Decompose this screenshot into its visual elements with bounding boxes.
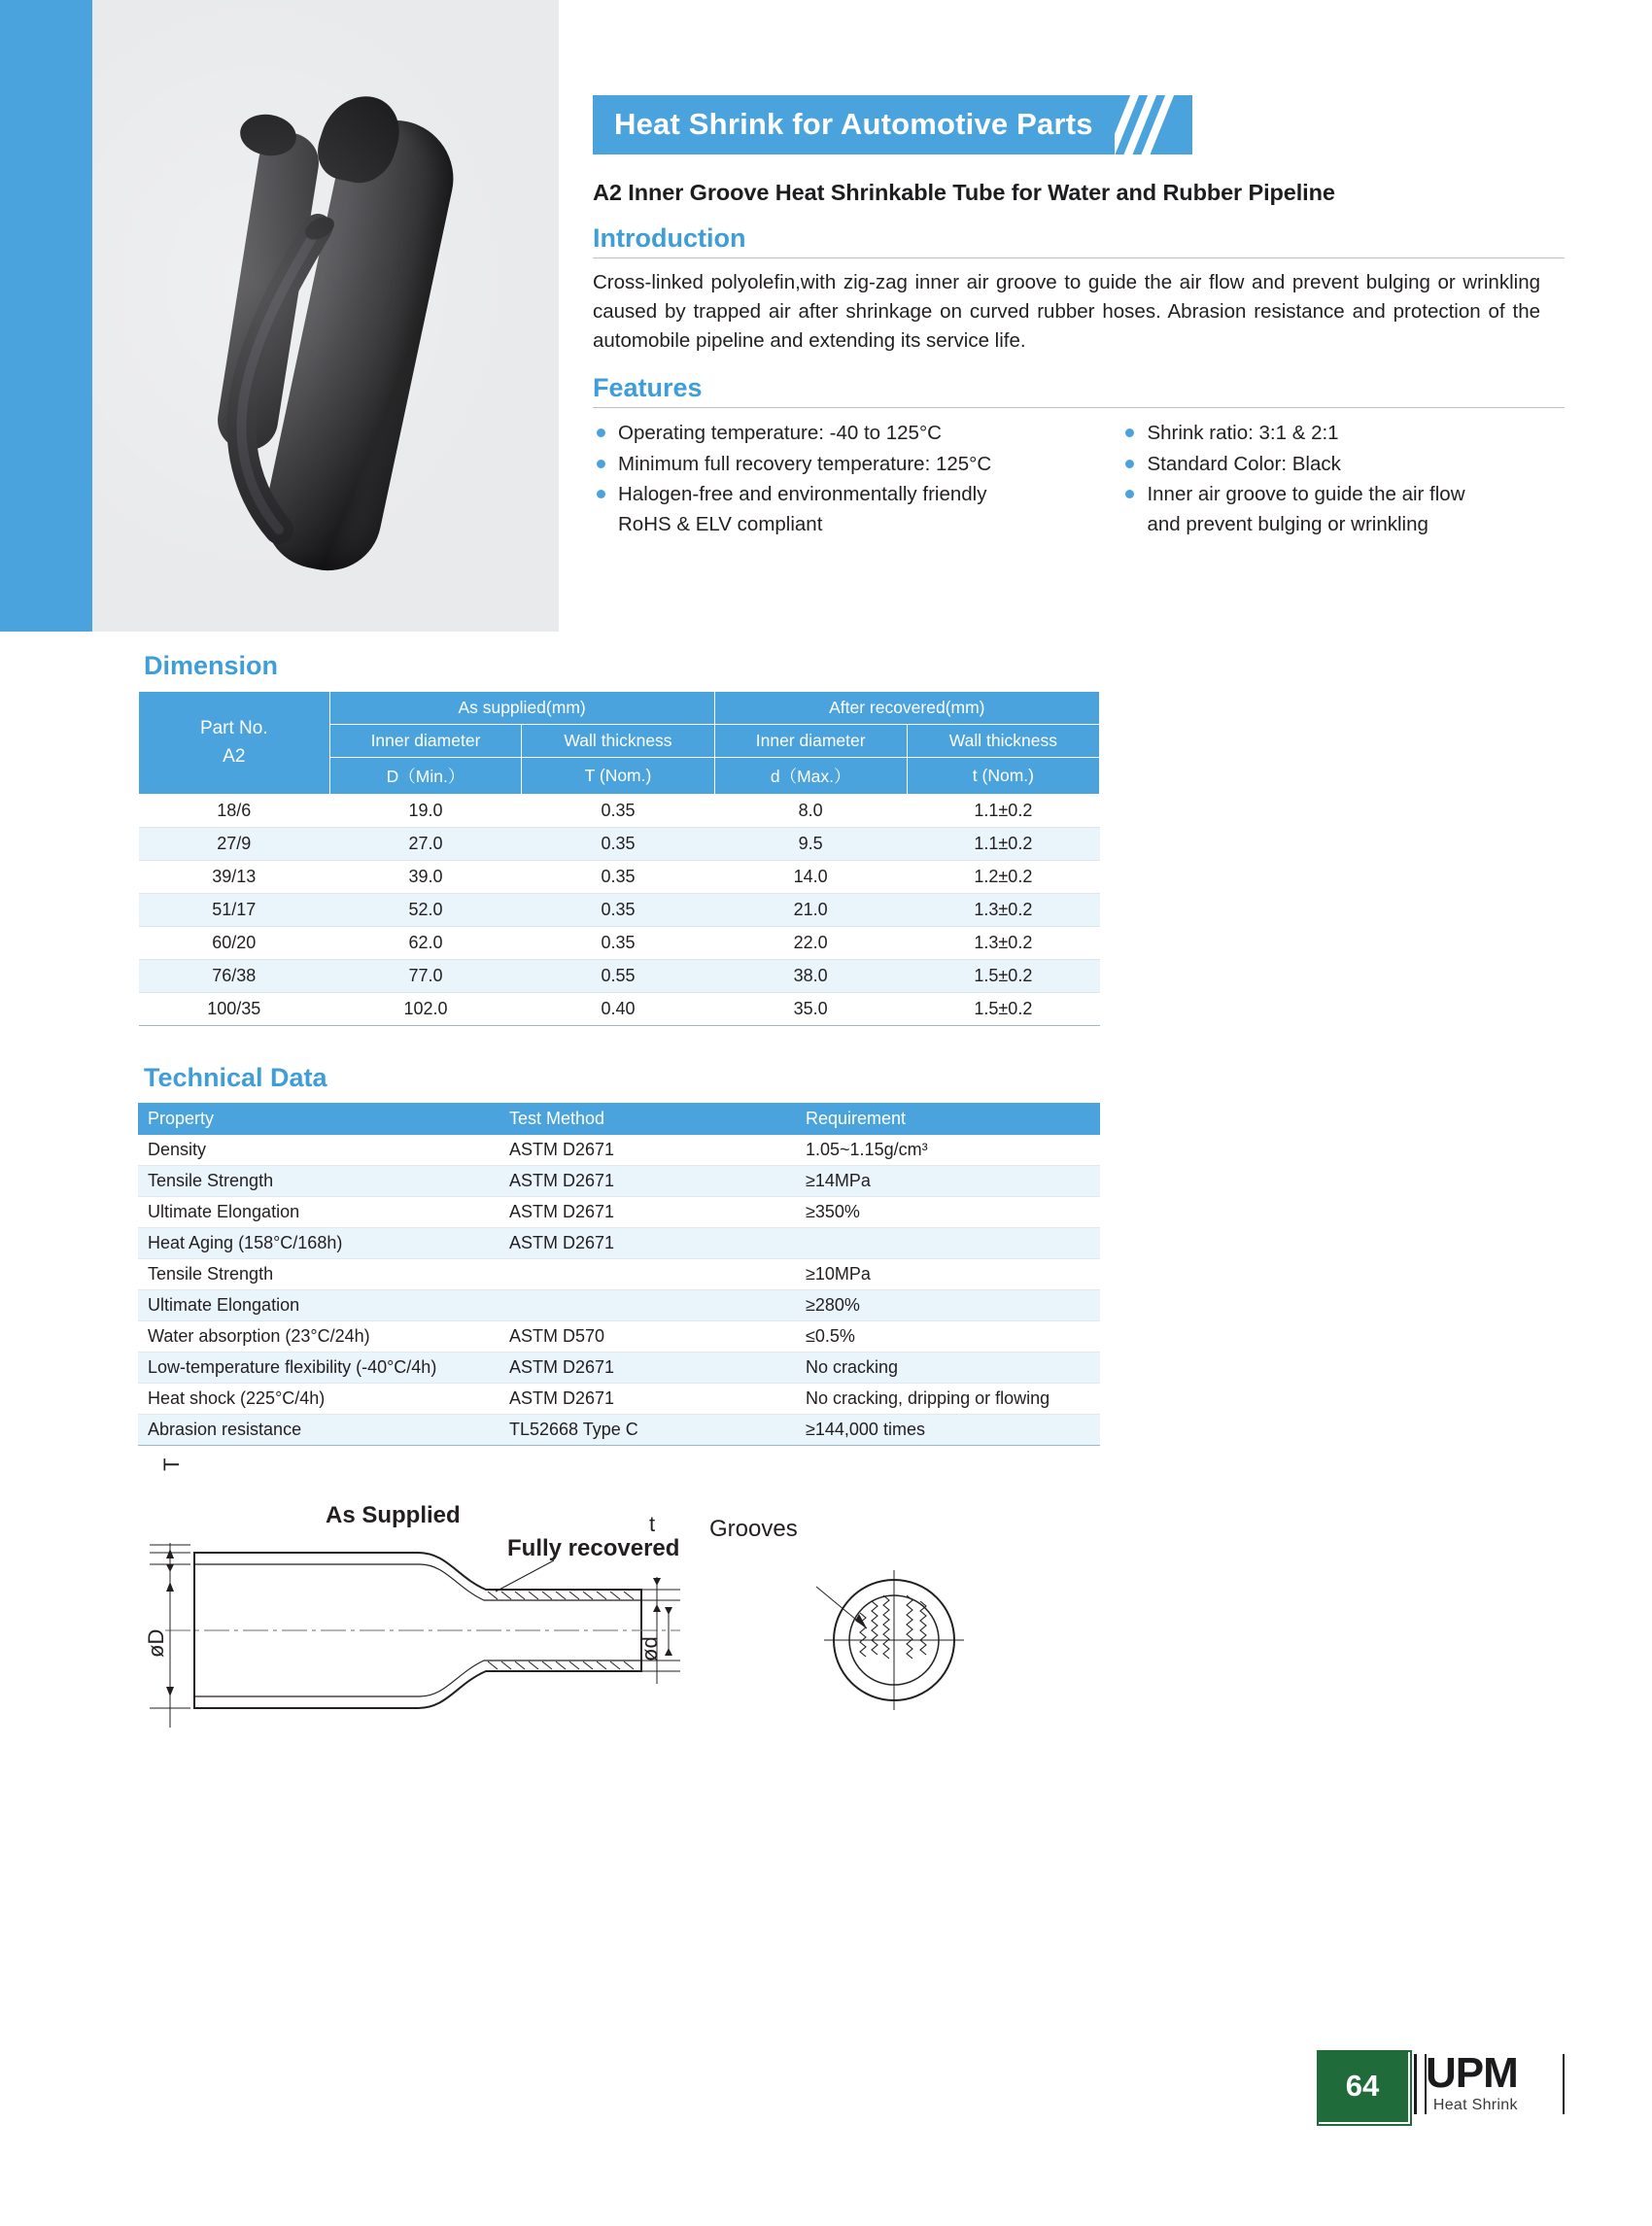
cell-property: Water absorption (23°C/24h) [138, 1321, 499, 1353]
cell-requirement: ≤0.5% [796, 1321, 1100, 1353]
bullet-icon [597, 460, 605, 468]
cell-d-min: 62.0 [329, 927, 522, 960]
page-footer [1317, 2050, 1569, 2128]
document-body [0, 651, 1652, 1776]
cell-property: Heat shock (225°C/4h) [138, 1384, 499, 1415]
cell-part-no: 60/20 [139, 927, 330, 960]
cell-property: Ultimate Elongation [138, 1290, 499, 1321]
feature-item [593, 418, 1118, 448]
dimension-diagram [136, 1457, 1108, 1776]
cell-test-method: ASTM D2671 [499, 1228, 796, 1259]
features-column-left [593, 418, 1118, 539]
cell-t-nom: 0.35 [522, 861, 714, 894]
feature-item [593, 449, 1118, 479]
cell-test-method: ASTM D2671 [499, 1135, 796, 1166]
cell-test-method: TL52668 Type C [499, 1415, 796, 1446]
dimension-header-after-recovered: After recovered(mm) [714, 692, 1099, 725]
dimension-header-dmin: D（Min.） [329, 758, 522, 795]
cell-d-min: 27.0 [329, 828, 522, 861]
cell-requirement: ≥280% [796, 1290, 1100, 1321]
table-row [138, 1384, 1100, 1415]
cell-property: Abrasion resistance [138, 1415, 499, 1446]
cell-t-nom2: 1.1±0.2 [907, 828, 1099, 861]
table-row [139, 894, 1100, 927]
dimension-header-tnom: T (Nom.) [522, 758, 714, 795]
table-row [138, 1321, 1100, 1353]
cell-property: Tensile Strength [138, 1259, 499, 1290]
feature-label: Halogen-free and environmentally friendly [618, 482, 987, 505]
cell-test-method: ASTM D2671 [499, 1166, 796, 1197]
table-row [138, 1415, 1100, 1446]
table-row [139, 927, 1100, 960]
cell-t-nom: 0.35 [522, 927, 714, 960]
cell-t-nom2: 1.3±0.2 [907, 894, 1099, 927]
technical-header-test-method: Test Method [499, 1103, 796, 1135]
dimension-diagram-svg [136, 1485, 1108, 1776]
features-column-right [1121, 418, 1559, 539]
hero-banner [0, 0, 1652, 632]
dimension-header-as-supplied: As supplied(mm) [329, 692, 714, 725]
dimension-header-dmax: d（Max.） [714, 758, 907, 795]
cell-d-min: 102.0 [329, 993, 522, 1026]
technical-header-property: Property [138, 1103, 499, 1135]
table-row [138, 1259, 1100, 1290]
page-number: 64 [1317, 2050, 1408, 2122]
cell-d-min: 19.0 [329, 795, 522, 828]
product-subtitle-text: Inner Groove Heat Shrinkable Tube for Water and Rubber Pipeline [628, 180, 1335, 205]
cell-d-max: 35.0 [714, 993, 907, 1026]
features-heading: Features [593, 373, 703, 403]
bullet-icon [1125, 428, 1134, 437]
introduction-rule [593, 257, 1565, 258]
cell-d-max: 8.0 [714, 795, 907, 828]
features-rule [593, 407, 1565, 408]
cell-d-max: 9.5 [714, 828, 907, 861]
cell-t-nom: 0.55 [522, 960, 714, 993]
hero-text-block [593, 0, 1613, 539]
bullet-icon [1125, 490, 1134, 498]
cell-requirement: ≥350% [796, 1197, 1100, 1228]
cell-t-nom: 0.35 [522, 894, 714, 927]
bullet-icon [597, 490, 605, 498]
page-title: Heat Shrink for Automotive Parts [614, 107, 1093, 141]
cell-part-no: 27/9 [139, 828, 330, 861]
cell-t-nom: 0.35 [522, 795, 714, 828]
cell-requirement: ≥14MPa [796, 1166, 1100, 1197]
table-row [139, 828, 1100, 861]
technical-header-requirement: Requirement [796, 1103, 1100, 1135]
brand-tagline: Heat Shrink [1432, 2097, 1518, 2113]
cell-part-no: 18/6 [139, 795, 330, 828]
diagram-label-grooves: Grooves [709, 1516, 798, 1542]
cell-t-nom: 0.40 [522, 993, 714, 1026]
introduction-heading: Introduction [593, 223, 746, 253]
feature-item [1121, 479, 1559, 539]
cell-test-method: ASTM D2671 [499, 1353, 796, 1384]
table-row [139, 861, 1100, 894]
cell-test-method [499, 1290, 796, 1321]
product-photo-tube-bent [172, 209, 357, 559]
table-row [138, 1228, 1100, 1259]
cell-requirement [796, 1228, 1100, 1259]
cell-requirement: ≥144,000 times [796, 1415, 1100, 1446]
cell-d-min: 39.0 [329, 861, 522, 894]
cell-part-no: 100/35 [139, 993, 330, 1026]
cell-t-nom2: 1.5±0.2 [907, 960, 1099, 993]
cell-t-nom2: 1.5±0.2 [907, 993, 1099, 1026]
diagram-label-T: T [159, 1457, 184, 1471]
table-row [139, 960, 1100, 993]
feature-item [1121, 449, 1559, 479]
dimension-heading: Dimension [144, 651, 279, 680]
table-row [138, 1290, 1100, 1321]
bullet-icon [597, 428, 605, 437]
cell-d-min: 52.0 [329, 894, 522, 927]
dimension-header-wall-thickness-supplied: Wall thickness [522, 725, 714, 758]
feature-label-cont: RoHS & ELV compliant [618, 512, 823, 535]
cell-test-method: ASTM D2671 [499, 1197, 796, 1228]
diagram-label-fully-recovered: Fully recovered [507, 1535, 680, 1561]
cell-test-method: ASTM D570 [499, 1321, 796, 1353]
diagram-label-as-supplied: As Supplied [326, 1502, 461, 1528]
cell-property: Heat Aging (158°C/168h) [138, 1228, 499, 1259]
cell-d-max: 22.0 [714, 927, 907, 960]
cell-test-method: ASTM D2671 [499, 1384, 796, 1415]
product-photo [92, 0, 559, 632]
introduction-text: Cross-linked polyolefin,with zig-zag inner air groove to guide the air flow and prevent bulging or wrinkling caused by trapped air after shrinkage on curved rubber hoses. Abrasion resistance and protection of the automobile pipeline and extending its service life. [593, 271, 1540, 353]
cell-requirement: No cracking [796, 1353, 1100, 1384]
brand-name: UPM [1426, 2049, 1518, 2097]
diagram-label-D: øD [144, 1628, 168, 1658]
table-row [139, 795, 1100, 828]
cell-d-max: 14.0 [714, 861, 907, 894]
dimension-header-partno: Part No. A2 [139, 692, 330, 795]
cell-part-no: 51/17 [139, 894, 330, 927]
cell-t-nom2: 1.3±0.2 [907, 927, 1099, 960]
hero-accent-bar [0, 0, 92, 632]
cell-d-max: 21.0 [714, 894, 907, 927]
feature-label: Shrink ratio: 3:1 & 2:1 [1147, 422, 1339, 445]
diagram-label-d: ød [637, 1636, 662, 1661]
dimension-header-wall-thickness-recovered: Wall thickness [907, 725, 1099, 758]
title-slashes-icon [1115, 95, 1192, 154]
feature-label: Minimum full recovery temperature: 125°C [618, 452, 992, 475]
feature-label: Inner air groove to guide the air flow [1147, 482, 1465, 505]
table-row [138, 1197, 1100, 1228]
feature-label-cont: and prevent bulging or wrinkling [1147, 512, 1428, 535]
cell-t-nom: 0.35 [522, 828, 714, 861]
bullet-icon [1125, 460, 1134, 468]
cell-d-min: 77.0 [329, 960, 522, 993]
table-row [138, 1166, 1100, 1197]
brand-logo [1426, 2049, 1518, 2114]
feature-label: Standard Color: Black [1147, 452, 1341, 475]
table-row [138, 1353, 1100, 1384]
page-title-band [593, 95, 1115, 154]
cell-part-no: 39/13 [139, 861, 330, 894]
cell-requirement: ≥10MPa [796, 1259, 1100, 1290]
feature-item [593, 479, 1118, 539]
table-row [139, 993, 1100, 1026]
cell-d-max: 38.0 [714, 960, 907, 993]
dimension-header-inner-diameter-recovered: Inner diameter [714, 725, 907, 758]
cell-property: Tensile Strength [138, 1166, 499, 1197]
cell-property: Low-temperature flexibility (-40°C/4h) [138, 1353, 499, 1384]
cell-property: Ultimate Elongation [138, 1197, 499, 1228]
cell-t-nom2: 1.1±0.2 [907, 795, 1099, 828]
cell-part-no: 76/38 [139, 960, 330, 993]
diagram-label-t: t [649, 1512, 656, 1536]
feature-label: Operating temperature: -40 to 125°C [618, 422, 942, 445]
dimension-header-tnom2: t (Nom.) [907, 758, 1099, 795]
cell-property: Density [138, 1135, 499, 1166]
brand-divider-right [1563, 2054, 1565, 2114]
features-list [593, 418, 1565, 539]
product-code: A2 [593, 180, 622, 205]
feature-item [1121, 418, 1559, 448]
table-row [138, 1135, 1100, 1166]
technical-heading: Technical Data [144, 1063, 327, 1092]
cell-requirement: No cracking, dripping or flowing [796, 1384, 1100, 1415]
dimension-table [138, 691, 1100, 1026]
technical-data-table [138, 1103, 1100, 1446]
cell-t-nom2: 1.2±0.2 [907, 861, 1099, 894]
cell-test-method [499, 1259, 796, 1290]
dimension-header-inner-diameter-supplied: Inner diameter [329, 725, 522, 758]
cell-requirement: 1.05~1.15g/cm³ [796, 1135, 1100, 1166]
product-subtitle [593, 180, 1613, 206]
